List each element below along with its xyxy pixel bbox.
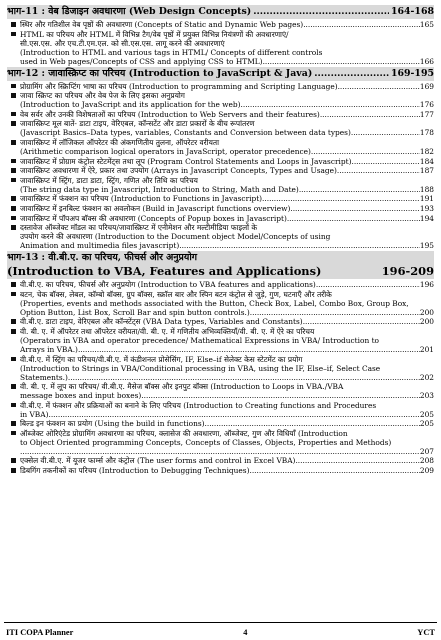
square-bullet-icon (7, 355, 20, 382)
toc-entry (7, 166, 434, 175)
toc-entry (7, 419, 434, 428)
leader-dots (48, 410, 419, 419)
entry-page-number: 207 (419, 446, 434, 456)
toc-entry (7, 355, 434, 382)
entry-text-line: वी.बी.ए. में स्ट्रिंग का परिचय/वी.बी.ए. में कंडीशनल प्रोसेसिंग, IF, Else–if सेलेक्ट केस स्टेटमेंट का प्रयोग (20, 354, 303, 364)
toc-entry (7, 176, 434, 194)
toc-entry (7, 30, 434, 66)
leader-dots (287, 214, 420, 223)
entry-text-line: (Properties, events and methods associated with the Button, Check Box, Label, Combo Box, Group Box, (20, 298, 409, 308)
square-bullet-icon (7, 456, 20, 465)
entry-text-line: स्थिर और गतिशील वेब पृष्ठों की अवधारणा (Concepts of Static and Dynamic Web pages) (20, 20, 304, 29)
toc-entry (7, 119, 434, 137)
square-bullet-icon (7, 138, 20, 156)
entry-text-line: used in Web pages/Concepts of CSS and applying CSS to HTML) (20, 56, 263, 66)
leader-dots (68, 373, 420, 382)
entry-text-line: जावा स्क्रिप्ट का परिचय और वेब पेज के लिए इसका अनुप्रयोग (20, 91, 185, 101)
toc-entry (7, 290, 434, 317)
square-bullet-icon (7, 176, 20, 194)
leader-dots (20, 447, 420, 456)
part-heading (7, 251, 434, 279)
entry-text-line: (Introduction to HTML and various tags in HTML/ Concepts of different controls (20, 47, 323, 57)
entry-text-line: वी. बी. ए. में लूप का परिचय/ वी.बी.ए. मैसेज बॉक्स और इनपुट बॉक्स (Introduction to Loops in VBA./VBA (20, 382, 344, 392)
leader-dots (263, 57, 420, 66)
entry-page-number: 184 (419, 156, 434, 166)
square-bullet-icon (7, 317, 20, 326)
entry-text-line: Animation and multimedia files javascript) (20, 241, 180, 251)
square-bullet-icon (7, 401, 20, 419)
entry-text-line: (Operators in VBA and operator precedence/ Mathematical Expressions in VBA/ Introduction to (20, 335, 379, 345)
square-bullet-icon (7, 91, 20, 109)
square-bullet-icon (7, 382, 20, 400)
leader-dots (351, 157, 419, 166)
leader-dots (295, 456, 419, 465)
square-bullet-icon (7, 214, 20, 223)
entry-text-line: जावास्क्रिप्ट में इनबिल्ट फंक्शन का अवलोकन (Build in Javascript functions overview) (20, 203, 291, 213)
toc-entry (7, 280, 434, 289)
part-pages: 196-209 (381, 264, 434, 279)
entry-page-number: 200 (419, 317, 434, 327)
entry-text-line: Arrays in VBA.) (20, 344, 78, 354)
part-title: भाग-11 : वेब डिजाइन अवधारणा (Web Design Concepts) (7, 6, 252, 17)
leader-dots (205, 419, 420, 428)
entry-page-number: 201 (419, 344, 434, 354)
square-bullet-icon (7, 119, 20, 137)
leader-dots (249, 466, 419, 475)
entry-page-number: 188 (419, 184, 434, 194)
square-bullet-icon (7, 327, 20, 354)
entry-page-number: 166 (419, 56, 434, 66)
entry-text-line: बिल्ड इन फंक्शन का प्रयोग (Using the build in functions) (20, 419, 205, 429)
entry-page-number: 177 (419, 109, 434, 119)
entry-page-number: 195 (419, 241, 434, 251)
entry-text-line: HTML का परिचय और HTML में विभिन्न टैग/वेब पृष्ठों में प्रयुक्त विभिन्न नियंत्रणों की अवधारणाएं/ (20, 29, 289, 39)
leader-dots (338, 82, 420, 91)
entry-page-number: 202 (419, 372, 434, 382)
square-bullet-icon (7, 280, 20, 289)
entry-text-line: जावास्क्रिप्ट मूल बातें- डाटा टाइप, वेरिएबल, कॉन्सटेंट और डाटा प्रकारों के बीच रूपांतरण (20, 119, 255, 129)
entry-page-number: 209 (419, 466, 434, 476)
square-bullet-icon (7, 290, 20, 317)
entry-text-line: (Introduction to JavaScript and its application for the web) (20, 100, 241, 110)
entry-text-line: ऑब्जेक्ट ओरिएंटेड प्रोग्रामिंग अवधारणा का परिचय, क्लासेज की अवधारणा, ऑब्जेक्ट, गुण और विधियाँ (Introduction (20, 428, 348, 438)
entry-page-number: 182 (419, 146, 434, 156)
entry-page-number: 191 (419, 194, 434, 204)
leader-dots (253, 6, 389, 18)
part-title: भाग-13 : वी.बी.ए. का परिचय, फीचर्स और अनुप्रयोग (7, 252, 198, 264)
footer-page-number: 4 (243, 628, 248, 637)
entry-text-line: message boxes and input boxes) (20, 391, 142, 401)
entry-text-line: जावास्क्रिप्ट में स्ट्रिंग, डाटा डाटा, स्ट्रिंग, गणित और तिथि का परिचय (20, 175, 198, 185)
square-bullet-icon (7, 110, 20, 119)
entry-text-line: (Arithmetic comparison logical operators in JavaScript, operator precedence) (20, 146, 311, 156)
part-11-list (7, 20, 434, 66)
entry-page-number: 208 (419, 456, 434, 466)
entry-page-number: 205 (419, 409, 434, 419)
square-bullet-icon (7, 466, 20, 475)
toc-entry (7, 194, 434, 203)
leader-dots (250, 308, 420, 317)
entry-text-line: जावास्क्रिप्ट में लॉजिकल ऑपरेटर की अंकगणितीय तुलना, ऑपरेटर वरीयता (20, 137, 220, 147)
entry-text-line: Option Button, List Box, Scroll Bar and spin button controls.) (20, 307, 250, 317)
square-bullet-icon (7, 157, 20, 166)
toc-entry (7, 466, 434, 475)
entry-text-line: (Javascript Basics–Data types, variables, Constants and Conversion between data types) (20, 128, 351, 138)
entry-page-number: 196 (419, 280, 434, 290)
leader-dots (303, 317, 420, 326)
page-footer (4, 622, 437, 637)
entry-text-line: in VBA) (20, 409, 49, 419)
toc-entry (7, 20, 434, 29)
square-bullet-icon (7, 204, 20, 213)
leader-dots (78, 345, 420, 354)
toc-entry (7, 456, 434, 465)
entry-page-number: 178 (419, 128, 434, 138)
footer-publisher: YCT (417, 628, 435, 637)
square-bullet-icon (7, 223, 20, 250)
leader-dots (314, 68, 389, 80)
entry-text-line: दस्तावेज ऑब्जेक्ट मॉडल का परिचय/जावास्क्रिप्ट में एनीमेशन और मल्टीमीडिया फाइलों के (20, 223, 258, 233)
entry-text-line: प्रोग्रामिंग और स्क्रिप्टिंग भाषा का परिचय (Introduction to programming and Scripting Language) (20, 81, 338, 91)
entry-text-line: वी.बी.ए. में फंक्शन और प्रक्रियाओं का बनाने के लिए परिचय (Introduction to Creating functions and Procedures (20, 400, 377, 410)
leader-dots (320, 110, 420, 119)
square-bullet-icon (7, 419, 20, 428)
entry-text-line: जावास्क्रिप्ट में फंक्शन का परिचय (Introduction to Functions in Javascript) (20, 194, 263, 204)
entry-text-line: (Introduction to Strings in VBA/Conditional processing in VBA, using the IF, Else–if, Select Case (20, 363, 381, 373)
toc-entry (7, 82, 434, 91)
entry-text-line: सी.एस.एस. और एच.टी.एम.एल. को सी.एस.एस. लागू करने की अवधारणाएं (20, 38, 225, 48)
toc-entry (7, 223, 434, 250)
entry-page-number: 176 (419, 100, 434, 110)
part-pages: 169-195 (390, 67, 434, 79)
square-bullet-icon (7, 429, 20, 456)
toc-entry (7, 429, 434, 456)
entry-page-number: 194 (419, 213, 434, 223)
leader-dots (290, 204, 420, 213)
entry-text-line: जावास्क्रिप्ट में प्रोग्राम कंट्रोल स्टेटमेंट्स तथा लूप (Program Control Statements and Loops in Javascript) (20, 156, 352, 166)
entry-text-line: (The string data type in Javascript, Introduction to String, Math and Date) (20, 184, 299, 194)
entry-page-number: 169 (419, 81, 434, 91)
entry-text-line: Statements.) (20, 372, 68, 382)
leader-dots (337, 166, 420, 175)
part-heading (7, 5, 434, 19)
toc-entry (7, 317, 434, 326)
toc-entry (7, 91, 434, 109)
toc-entry (7, 327, 434, 354)
entry-text-line: वी.बी.ए. डाटा टाइप, वेरिएबल और कॉन्स्टेंट्स (VBA Data types, Variables and Constants) (20, 317, 303, 327)
leader-dots (262, 194, 420, 203)
entry-text-line: बटन, चेक बॉक्स, लेबल, कॉम्बो बॉक्स, ग्रुप बॉक्स, स्क्रॉल बार और स्पिन बटन कंट्रोल से जुड़े, गुण, घटनाएँ और तरीके (20, 289, 332, 299)
toc-entry (7, 382, 434, 400)
leader-dots (316, 280, 420, 289)
entry-page-number: 200 (419, 307, 434, 317)
toc-entry (7, 157, 434, 166)
entry-text-line: to Object Oriented programming Concepts, Concepts of Classes, Objects, Properties and Methods) (20, 437, 392, 447)
leader-dots (241, 100, 420, 109)
toc-entry (7, 110, 434, 119)
toc-entry (7, 138, 434, 156)
part-title: भाग-12 : जावास्क्रिप्ट का परिचय (Introduction to JavaScript & Java) (7, 67, 313, 79)
entry-text-line: वेब सर्वर और उनकी विशेषताओं का परिचय (Introduction to Web Servers and their features) (20, 109, 320, 119)
entry-page-number: 205 (419, 419, 434, 429)
part-12-list (7, 82, 434, 251)
toc-entry (7, 401, 434, 419)
toc-entry (7, 204, 434, 213)
part-heading (7, 67, 434, 81)
entry-text-line: जावास्क्रिप्ट अवधारणा में ऐरे, प्रकार तथा उपयोग (Arrays in Javascript Concepts, Types and Usage) (20, 166, 337, 176)
entry-page-number: 203 (419, 391, 434, 401)
part-pages: 164-168 (390, 6, 434, 17)
entry-page-number: 165 (419, 20, 434, 29)
square-bullet-icon (7, 194, 20, 203)
leader-dots (179, 241, 420, 250)
entry-text-line: वी. बी. ए. में ऑपरेटर तथा ऑपरेटर वरीयता/वी. बी. ए. में गणितीय अभिव्यक्तियाँ/वी. बी. ए. में ऐरे का परिचय (20, 326, 315, 336)
part-13-list (7, 280, 434, 475)
entry-page-number: 187 (419, 166, 434, 176)
square-bullet-icon (7, 166, 20, 175)
entry-text-line: एक्सेल वी.बी.ए. में यूजर फार्म्स और कंट्रोल (The user forms and control in Excel VBA) (20, 456, 296, 466)
leader-dots (311, 147, 420, 156)
entry-page-number: 193 (419, 203, 434, 213)
part-subtitle-row (7, 264, 434, 278)
part-title-row (7, 252, 434, 264)
part-subtitle: (Introduction to VBA, Features and Applications) (7, 264, 322, 279)
entry-text-line: डिबगिंग तकनीकों का परिचय (Introduction to Debugging Techniques) (20, 466, 250, 476)
entry-text-line: वी.बी.ए. का परिचय, फीचर्स और अनुप्रयोग (Introduction to VBA features and applications) (20, 280, 316, 290)
square-bullet-icon (7, 30, 20, 66)
leader-dots (303, 20, 420, 29)
table-of-contents (7, 4, 434, 616)
entry-text-line: जावास्क्रिप्ट में पॉपअप बॉक्स की अवधारणा (Concepts of Popup boxes in Javascript) (20, 213, 287, 223)
leader-dots (141, 391, 420, 400)
leader-dots (351, 128, 420, 137)
square-bullet-icon (7, 20, 20, 29)
toc-entry (7, 214, 434, 223)
leader-dots (299, 185, 420, 194)
entry-text-line: उपयोग करने की अवधारणा (Introduction to the Document object Model/Concepts of using (20, 232, 331, 242)
footer-book-title: ITI COPA Planner (6, 628, 74, 637)
square-bullet-icon (7, 82, 20, 91)
